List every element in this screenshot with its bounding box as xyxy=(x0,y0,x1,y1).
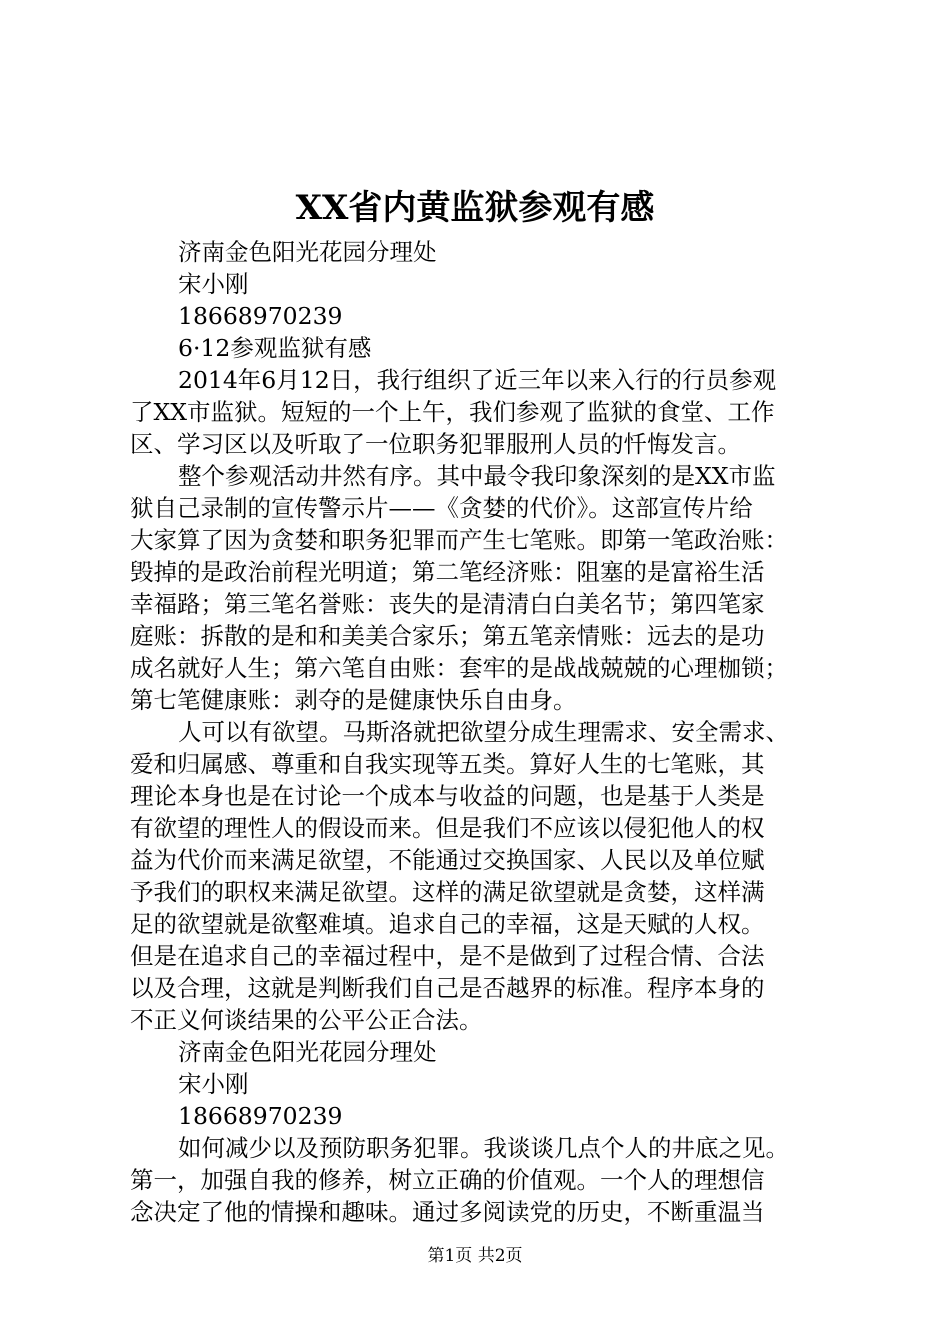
paragraph-line: 幸福路；第三笔名誉账：丧失的是清清白白美名节；第四笔家 xyxy=(130,590,765,618)
paragraph-line: 整个参观活动井然有序。其中最令我印象深刻的是XX市监 xyxy=(178,462,776,490)
paragraph-line: 成名就好人生；第六笔自由账：套牢的是战战兢兢的心理枷锁； xyxy=(130,654,788,682)
paragraph-line: 庭账：拆散的是和和美美合家乐；第五笔亲情账：远去的是功 xyxy=(130,622,765,650)
paragraph-line: 毁掉的是政治前程光明道；第二笔经济账：阻塞的是富裕生活 xyxy=(130,558,765,586)
paragraph-line: 爱和归属感、尊重和自我实现等五类。算好人生的七笔账，其 xyxy=(130,750,765,778)
paragraph-line: 足的欲望就是欲壑难填。追求自己的幸福，这是天赋的人权。 xyxy=(130,910,765,938)
paragraph-line: 不正义何谈结果的公平公正合法。 xyxy=(130,1006,483,1034)
paragraph-line: 理论本身也是在讨论一个成本与收益的问题，也是基于人类是 xyxy=(130,782,765,810)
document-title: XX省内黄监狱参观有感 xyxy=(295,188,655,228)
header-line-branch: 济南金色阳光花园分理处 xyxy=(178,238,437,266)
paragraph-line: 有欲望的理性人的假设而来。但是我们不应该以侵犯他人的权 xyxy=(130,814,765,842)
header-line-author: 宋小刚 xyxy=(178,270,249,298)
paragraph-line: 予我们的职权来满足欲望。这样的满足欲望就是贪婪，这样满 xyxy=(130,878,765,906)
paragraph-line: 念决定了他的情操和趣味。通过多阅读党的历史，不断重温当 xyxy=(130,1198,765,1226)
header-line-subtitle: 6·12参观监狱有感 xyxy=(178,334,372,362)
paragraph-line: 益为代价而来满足欲望，不能通过交换国家、人民以及单位赋 xyxy=(130,846,765,874)
paragraph-line: 狱自己录制的宣传警示片——《贪婪的代价》。这部宣传片给 xyxy=(130,494,753,522)
signature-line-phone: 18668970239 xyxy=(178,1102,343,1130)
paragraph-line: 2014年6月12日，我行组织了近三年以来入行的行员参观 xyxy=(178,366,777,394)
paragraph-line: 大家算了因为贪婪和职务犯罪而产生七笔账。即第一笔政治账： xyxy=(130,526,788,554)
signature-line-author: 宋小刚 xyxy=(178,1070,249,1098)
paragraph-line: 第一，加强自我的修养，树立正确的价值观。一个人的理想信 xyxy=(130,1166,765,1194)
page-indicator: 第1页 共2页 xyxy=(427,1246,523,1266)
paragraph-line: 了XX市监狱。短短的一个上午，我们参观了监狱的食堂、工作 xyxy=(130,398,775,426)
paragraph-line: 但是在追求自己的幸福过程中，是不是做到了过程合情、合法 xyxy=(130,942,765,970)
paragraph-line: 人可以有欲望。马斯洛就把欲望分成生理需求、安全需求、 xyxy=(178,718,789,746)
signature-line-branch: 济南金色阳光花园分理处 xyxy=(178,1038,437,1066)
paragraph-line: 以及合理，这就是判断我们自己是否越界的标准。程序本身的 xyxy=(130,974,765,1002)
paragraph-line: 第七笔健康账：剥夺的是健康快乐自由身。 xyxy=(130,686,577,714)
header-line-phone: 18668970239 xyxy=(178,302,343,330)
paragraph-line: 如何减少以及预防职务犯罪。我谈谈几点个人的井底之见。 xyxy=(178,1134,789,1162)
document-body xyxy=(130,236,842,1228)
paragraph-line: 区、学习区以及听取了一位职务犯罪服刑人员的忏悔发言。 xyxy=(130,430,741,458)
